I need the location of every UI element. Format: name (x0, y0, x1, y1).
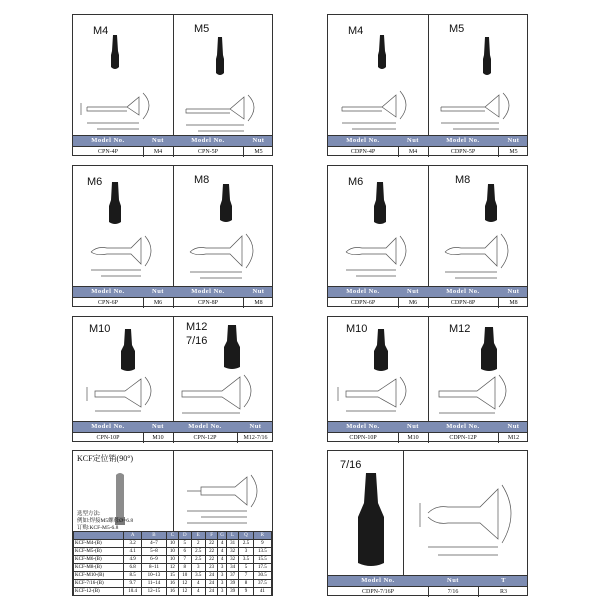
header-model: Model No. (446, 288, 480, 295)
table-header (328, 421, 527, 432)
header-nut: Nut (407, 137, 419, 144)
header-nut: Nut (507, 423, 520, 430)
model-cell: KCF-M10-(B) (74, 572, 124, 580)
nut-cell: M8 (254, 300, 263, 306)
nozzle-image (356, 473, 386, 569)
table-row (328, 586, 527, 597)
value-cell: 24 (205, 572, 217, 580)
value-cell: 16 (166, 580, 178, 588)
col-header: Q (239, 532, 253, 540)
value-cell: 3 (218, 572, 227, 580)
value-cell: 37 (226, 572, 238, 580)
value-cell: 3 (218, 564, 227, 572)
size-label: M4 (348, 25, 364, 37)
header-nut: Nut (407, 288, 419, 295)
model-cell: CPN-12P (193, 435, 217, 441)
table-header (328, 575, 527, 586)
value-cell: 8~11 (142, 564, 166, 572)
size-label: M12 (449, 323, 471, 335)
value-cell: 3.5 (239, 556, 253, 564)
value-cell: 3 (218, 588, 227, 596)
header-nut: Nut (507, 137, 520, 144)
header-model: Model No. (346, 423, 380, 430)
product-card-cdpn-m4-m5 (327, 14, 528, 156)
nozzle-image (483, 184, 499, 224)
size-label: 7/16 (340, 459, 362, 471)
header-model: Model No. (361, 577, 395, 584)
technical-drawing (433, 85, 527, 135)
technical-drawing (178, 228, 272, 284)
value-cell: 4.9 (124, 556, 142, 564)
value-cell: 8.5 (124, 572, 142, 580)
value-cell: 12 (179, 588, 191, 596)
value-cell: 22 (205, 556, 217, 564)
header-nut: Nut (249, 423, 262, 430)
kcf-selection-note: 选型方法: 例如:焊接M5螺母Ø=6.8 订购:KCF-M5-6.8 (77, 511, 134, 531)
header-nut: Nut (507, 288, 520, 295)
value-cell: 6.8 (124, 564, 142, 572)
panel-left (328, 15, 428, 155)
panel-right (173, 15, 275, 155)
value-cell: 9 (253, 540, 271, 548)
nozzle-image (107, 182, 123, 226)
col-header: B (142, 532, 166, 540)
value-cell: 24 (205, 588, 217, 596)
value-cell: 10 (166, 540, 178, 548)
nut-cell: M10 (152, 435, 164, 441)
header-model: Model No. (446, 423, 480, 430)
value-cell: 11~14 (142, 580, 166, 588)
size-label: M8 (194, 174, 210, 186)
value-cell: 5 (179, 540, 191, 548)
value-cell: 17.5 (253, 564, 271, 572)
header-nut: Nut (407, 423, 419, 430)
table-row (74, 564, 272, 572)
value-cell: 7 (239, 572, 253, 580)
col-header: F (205, 532, 217, 540)
value-cell: 3 (239, 548, 253, 556)
table-row (328, 297, 527, 308)
value-cell: 39 (226, 580, 238, 588)
nut-cell: M4 (153, 149, 163, 155)
technical-drawing (332, 373, 426, 419)
size-label-alt: 7/16 (186, 335, 208, 347)
header-model: Model No. (188, 423, 222, 430)
size-label: M5 (194, 23, 210, 35)
model-cell: CPN-6P (97, 300, 118, 306)
technical-drawing (77, 85, 171, 135)
value-cell: 6 (179, 548, 191, 556)
model-cell: CDPN-5P (450, 149, 476, 155)
table-header (73, 286, 272, 297)
value-cell: 24 (205, 580, 217, 588)
nozzle-image (479, 327, 499, 373)
nut-cell: M5 (254, 149, 263, 155)
product-card-cpn-m4-m5 (72, 14, 273, 156)
value-cell: 4 (218, 556, 227, 564)
nut-cell: M4 (408, 149, 418, 155)
nozzle-image (372, 182, 388, 226)
value-cell: 7 (179, 556, 191, 564)
header-nut: Nut (447, 577, 459, 584)
header-model: Model No. (346, 288, 380, 295)
table-row (74, 588, 272, 596)
technical-drawing (77, 373, 171, 419)
value-cell: 3.2 (124, 540, 142, 548)
value-cell: 5 (239, 564, 253, 572)
header-nut: Nut (252, 137, 265, 144)
value-cell: 3 (191, 564, 205, 572)
value-cell: 3.5 (191, 572, 205, 580)
value-cell: 2.5 (191, 548, 205, 556)
value-cell: 30.5 (253, 572, 271, 580)
value-cell: 8 (239, 580, 253, 588)
model-cell: CPN-10P (96, 435, 120, 441)
model-cell: KCF-7/16-(B) (74, 580, 124, 588)
value-cell: 5~8 (142, 548, 166, 556)
panel-right (403, 451, 530, 575)
value-cell: 4 (191, 588, 205, 596)
header-nut: Nut (152, 288, 164, 295)
model-cell: KCF-M6-(B) (74, 556, 124, 564)
value-cell: 32 (226, 556, 238, 564)
col-header: D (179, 532, 191, 540)
value-cell: 37.5 (253, 580, 271, 588)
table-row (74, 556, 272, 564)
header-model: Model No. (446, 137, 480, 144)
technical-drawing (408, 467, 526, 567)
value-cell: 22 (205, 548, 217, 556)
value-cell: 32 (226, 548, 238, 556)
value-cell: 10~13 (142, 572, 166, 580)
nozzle-image (109, 35, 121, 71)
model-cell: KCF-M4-(B) (74, 540, 124, 548)
product-card-cpn-m10-m12 (72, 316, 273, 442)
nut-cell: 7/16 (447, 589, 459, 595)
header-model: Model No. (91, 423, 125, 430)
model-cell: CPN-5P (197, 149, 218, 155)
table-row (328, 146, 527, 157)
model-cell: CDPN-4P (350, 149, 376, 155)
kcf-spec-table (73, 531, 272, 596)
nozzle-image (214, 37, 226, 77)
technical-drawing (433, 228, 527, 284)
value-cell: 23 (205, 564, 217, 572)
value-cell: 10 (179, 572, 191, 580)
size-label: M10 (89, 323, 111, 335)
model-cell: CDPN-8P (450, 300, 476, 306)
technical-drawing (332, 228, 426, 284)
value-cell: 13.5 (253, 548, 271, 556)
col-header: A (124, 532, 142, 540)
table-row (73, 146, 272, 157)
model-cell: CDPN-6P (350, 300, 376, 306)
model-cell: CDPN-10P (349, 435, 377, 441)
nozzle-image (218, 184, 234, 224)
nut-cell: M8 (509, 300, 518, 306)
value-cell: 2 (191, 540, 205, 548)
technical-drawing (332, 83, 426, 135)
table-row (73, 432, 272, 443)
value-cell: 6~9 (142, 556, 166, 564)
col-header: G (218, 532, 227, 540)
value-cell: 10 (166, 556, 178, 564)
table-header (73, 421, 272, 432)
kcf-technical-drawing (177, 461, 271, 529)
table-row (73, 297, 272, 308)
value-cell: 41 (253, 588, 271, 596)
panel-right (173, 166, 275, 306)
col-header (74, 532, 124, 540)
header-model: Model No. (191, 137, 225, 144)
size-label: M6 (348, 176, 364, 188)
product-card-cdpn-m10-m12 (327, 316, 528, 442)
nut-cell: M6 (153, 300, 163, 306)
model-cell: CDPN-12P (449, 435, 477, 441)
model-cell: CPN-4P (97, 149, 118, 155)
header-model: Model No. (346, 137, 380, 144)
col-header: C (166, 532, 178, 540)
value-cell: 8 (179, 564, 191, 572)
kcf-title: KCF定位销(90°) (77, 454, 134, 463)
model-cell: KCF-12-(B) (74, 588, 124, 596)
value-cell: 2.5 (239, 540, 253, 548)
value-cell: 10 (166, 548, 178, 556)
value-cell: 12~15 (142, 588, 166, 596)
table-row (74, 548, 272, 556)
product-card-cdpn-m6-m8 (327, 165, 528, 307)
nozzle-image (119, 329, 137, 373)
nozzle-image (372, 329, 390, 373)
value-cell: 4 (218, 540, 227, 548)
value-cell: 2.5 (191, 556, 205, 564)
size-label: M4 (93, 25, 109, 37)
table-header (74, 532, 272, 540)
kcf-locating-pin-card (72, 450, 273, 596)
nozzle-image (222, 325, 242, 371)
table-header (73, 135, 272, 146)
col-header: E (191, 532, 205, 540)
model-cell: KCF-M5-(B) (74, 548, 124, 556)
technical-drawing (178, 373, 272, 419)
panel-right (428, 166, 530, 306)
technical-drawing (433, 373, 527, 419)
table-row (74, 580, 272, 588)
size-label: M6 (87, 176, 103, 188)
value-cell: 15 (166, 572, 178, 580)
table-row (74, 540, 272, 548)
panel-left (328, 166, 428, 306)
product-card-cpn-m6-m8 (72, 165, 273, 307)
value-cell: 10.4 (124, 588, 142, 596)
table-row (328, 432, 527, 443)
nut-cell: M10 (407, 435, 419, 441)
value-cell: 34 (226, 564, 238, 572)
nut-cell: M5 (509, 149, 518, 155)
size-label: M8 (455, 174, 471, 186)
model-cell: CDPN-7/16P (361, 589, 394, 595)
table-header (328, 135, 527, 146)
value-cell: 15.5 (253, 556, 271, 564)
table-row (74, 572, 272, 580)
value-cell: 3 (218, 580, 227, 588)
value-cell: 12 (179, 580, 191, 588)
header-nut: Nut (252, 288, 265, 295)
header-nut: Nut (152, 423, 164, 430)
size-label: M12 (186, 321, 208, 333)
table-header (328, 286, 527, 297)
value-cell: 4 (218, 548, 227, 556)
nut-cell: M6 (408, 300, 418, 306)
t-cell: R3 (499, 589, 507, 595)
value-cell: 4.1 (124, 548, 142, 556)
value-cell: 9.7 (124, 580, 142, 588)
technical-drawing (77, 228, 171, 284)
value-cell: 4~7 (142, 540, 166, 548)
size-label: M5 (449, 23, 465, 35)
value-cell: 9 (239, 588, 253, 596)
value-cell: 31 (226, 540, 238, 548)
value-cell: 22 (205, 540, 217, 548)
product-card-cdpn-716 (327, 450, 528, 596)
header-model: Model No. (191, 288, 225, 295)
value-cell: 39 (226, 588, 238, 596)
panel-left (73, 15, 173, 155)
col-header: R (253, 532, 271, 540)
panel-left (73, 166, 173, 306)
header-nut: Nut (152, 137, 164, 144)
nut-cell: M12-7/16 (243, 435, 268, 441)
header-model: Model No. (91, 137, 125, 144)
nut-cell: M12 (507, 435, 520, 441)
value-cell: 12 (166, 564, 178, 572)
header-model: Model No. (91, 288, 125, 295)
value-cell: 16 (166, 588, 178, 596)
model-cell: CPN-8P (197, 300, 218, 306)
value-cell: 4 (191, 580, 205, 588)
col-header: L (226, 532, 238, 540)
nozzle-image (481, 37, 493, 77)
model-cell: KCF-M8-(B) (74, 564, 124, 572)
header-t: T (501, 577, 506, 584)
panel-left (328, 451, 403, 575)
size-label: M10 (346, 323, 368, 335)
panel-right (428, 15, 530, 155)
nozzle-image (376, 35, 388, 71)
technical-drawing (178, 87, 272, 137)
